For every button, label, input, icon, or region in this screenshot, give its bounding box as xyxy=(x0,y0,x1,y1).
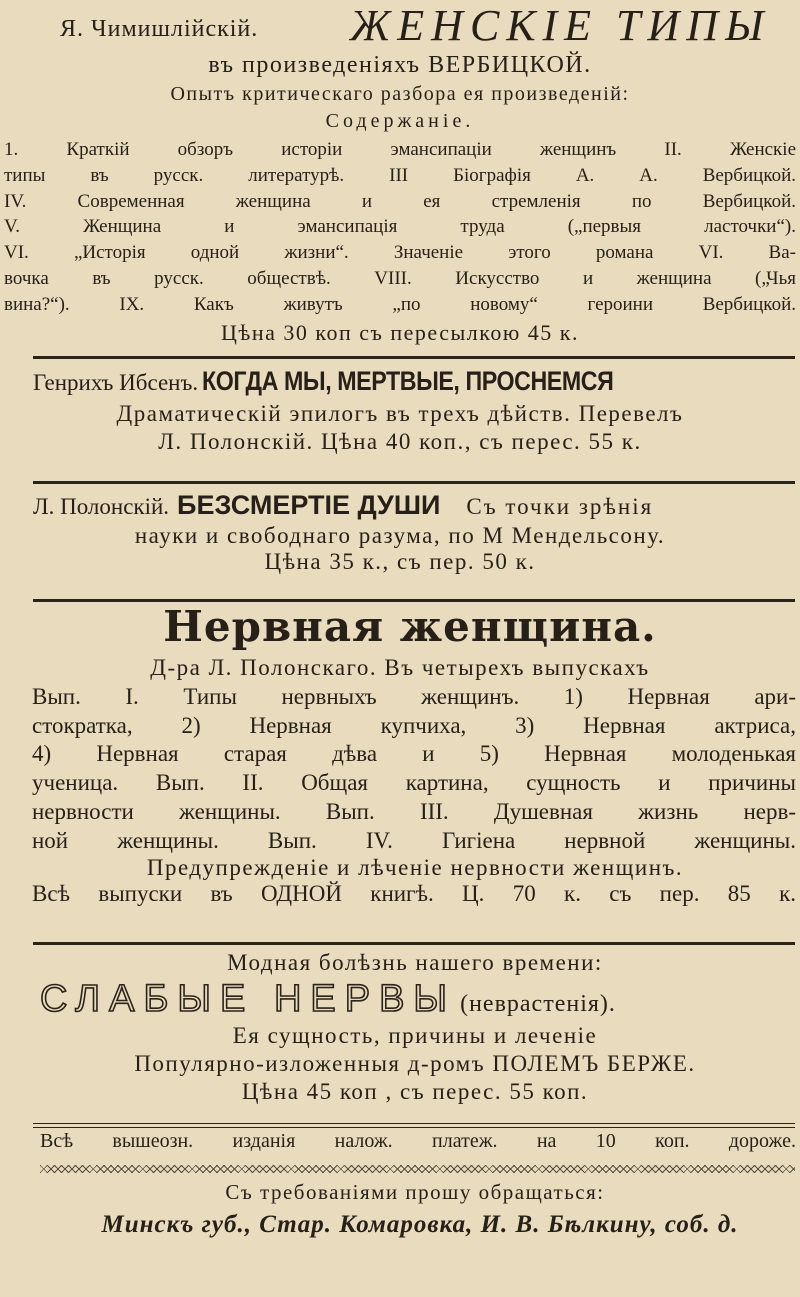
ad4-contents-line: Предупрежденіе и лѣченіе нервности женщинъ. xyxy=(146,855,684,881)
ad2-title: КОГДА МЫ, МЕРТВЫЕ, ПРОСНЕМСЯ xyxy=(202,366,614,396)
ad3-tail: Съ точки зрѣнія xyxy=(466,494,654,519)
divider xyxy=(33,356,795,359)
ad4-contents-line: ной женщины. Вып. IV. Гигіена нервной женщины. xyxy=(32,827,796,853)
divider xyxy=(33,481,795,484)
ad1-description: Опытъ критическаго разбора ея произведеній: xyxy=(170,83,630,105)
ad4-contents-line: Вып. I. Типы нервныхъ женщинъ. 1) Нервная ари- xyxy=(32,684,796,709)
ad3-author: Л. Полонскій. xyxy=(33,494,170,519)
ad5-line2: Популярно-изложенныя д-ромъ ПОЛЕМЪ БЕРЖЕ. xyxy=(134,1051,696,1076)
ad1-contents-line: вина?“). IX. Какъ живутъ „по новому“ героини Вербицкой. xyxy=(4,293,796,315)
ad3-line2: Цѣна 35 к., съ пер. 50 к. xyxy=(264,549,536,574)
ad1-price: Цѣна 30 коп съ пересылкою 45 к. xyxy=(221,319,579,345)
ad5-title: СЛАБЫЕ НЕРВЫ xyxy=(40,978,457,1020)
ad1-contents-line: VI. „Исторія одной жизни“. Значеніе этого романа VI. Ва- xyxy=(4,242,796,264)
ad-slabye-nervy xyxy=(0,950,800,1105)
ad1-contents-line: V. Женщина и эмансипація труда („первыя ласточки“). xyxy=(4,216,796,238)
ad4-contents-line: нервности женщины. Вып. III. Душевная жизнь нерв- xyxy=(32,798,796,824)
ad-nervnaya-zhenshchina xyxy=(0,602,800,907)
ad4-contents-line: ученица. Вып. II. Общая картина, сущность и причины xyxy=(32,770,796,796)
ad-bezsmertie xyxy=(0,490,800,575)
ad2-line2: Л. Полонскій. Цѣна 40 коп., съ перес. 55 к. xyxy=(158,429,642,454)
ad1-title: ЖЕНСКІЕ ТИПЫ xyxy=(350,1,771,50)
ad5-intro: Модная болѣзнь нашего времени: xyxy=(227,950,603,975)
divider xyxy=(33,1123,795,1124)
ad5-title-tail: (неврастенія). xyxy=(460,991,616,1017)
ad1-contents xyxy=(0,137,800,318)
ad1-contents-line: 1. Краткій обзоръ исторіи эмансипаціи женщинъ II. Женскіе xyxy=(4,139,796,160)
divider xyxy=(33,1127,795,1128)
footer-note: Всѣ вышеозн. изданія налож. платеж. на 10 коп. дороже. xyxy=(40,1130,796,1152)
ad1-author: Я. Чимишлійскій. xyxy=(60,16,259,42)
ad4-contents-line: 4) Нервная старая дѣва и 5) Нервная молоденькая xyxy=(32,741,796,767)
ad4-title: Нервная женщина. xyxy=(163,602,657,651)
ad1-subtitle: въ произведеніяхъ ВЕРБИЦКОЙ. xyxy=(208,52,592,78)
ad-ibsen xyxy=(0,366,800,455)
footer-address: Минскъ губ., Стар. Комаровка, И. В. Бѣлкину, соб. д. xyxy=(101,1211,739,1238)
ad4-last-line: Всѣ выпуски въ ОДНОЙ книгѣ. Ц. 70 к. съ пер. 85 к. xyxy=(32,881,796,907)
footer-request: Съ требованіями прошу обращаться: xyxy=(225,1180,605,1204)
ad3-title: БЕЗСМЕРТІЕ ДУШИ xyxy=(177,490,441,520)
wavy-divider xyxy=(40,1165,795,1173)
ad5-line1: Ея сущность, причины и леченіе xyxy=(232,1023,598,1048)
divider xyxy=(33,942,795,945)
ad4-contents-line: стократка, 2) Нервная купчиха, 3) Нервная актриса, xyxy=(32,712,796,738)
footer xyxy=(0,1130,800,1153)
ad1-contents-line: вочка въ русск. обществѣ. VIII. Искусство и женщина („Чья xyxy=(4,267,796,289)
ad4-subtitle: Д-ра Л. Полонскаго. Въ четырехъ выпускахъ xyxy=(150,655,650,680)
footer-contact xyxy=(0,1180,800,1239)
ad1-contents-line: IV. Современная женщина и ея стремленія по Вербицкой. xyxy=(4,190,796,212)
ad4-contents xyxy=(0,683,800,855)
ad1-contents-label: Содержаніе. xyxy=(325,110,475,132)
ad1-contents-line: типы въ русск. литературѣ. III Біографія А. А. Вербицкой. xyxy=(4,164,796,186)
ad3-line1: науки и свободнаго разума, по М Мендельсону. xyxy=(134,523,666,548)
ad5-price: Цѣна 45 коп , съ перес. 55 коп. xyxy=(241,1079,589,1104)
ad2-line1: Драматическій эпилогъ въ трехъ дѣйств. Перевелъ xyxy=(116,401,684,426)
ad-zhenskie-tipy xyxy=(0,2,800,346)
ad2-author: Генрихъ Ибсенъ. xyxy=(33,370,199,395)
